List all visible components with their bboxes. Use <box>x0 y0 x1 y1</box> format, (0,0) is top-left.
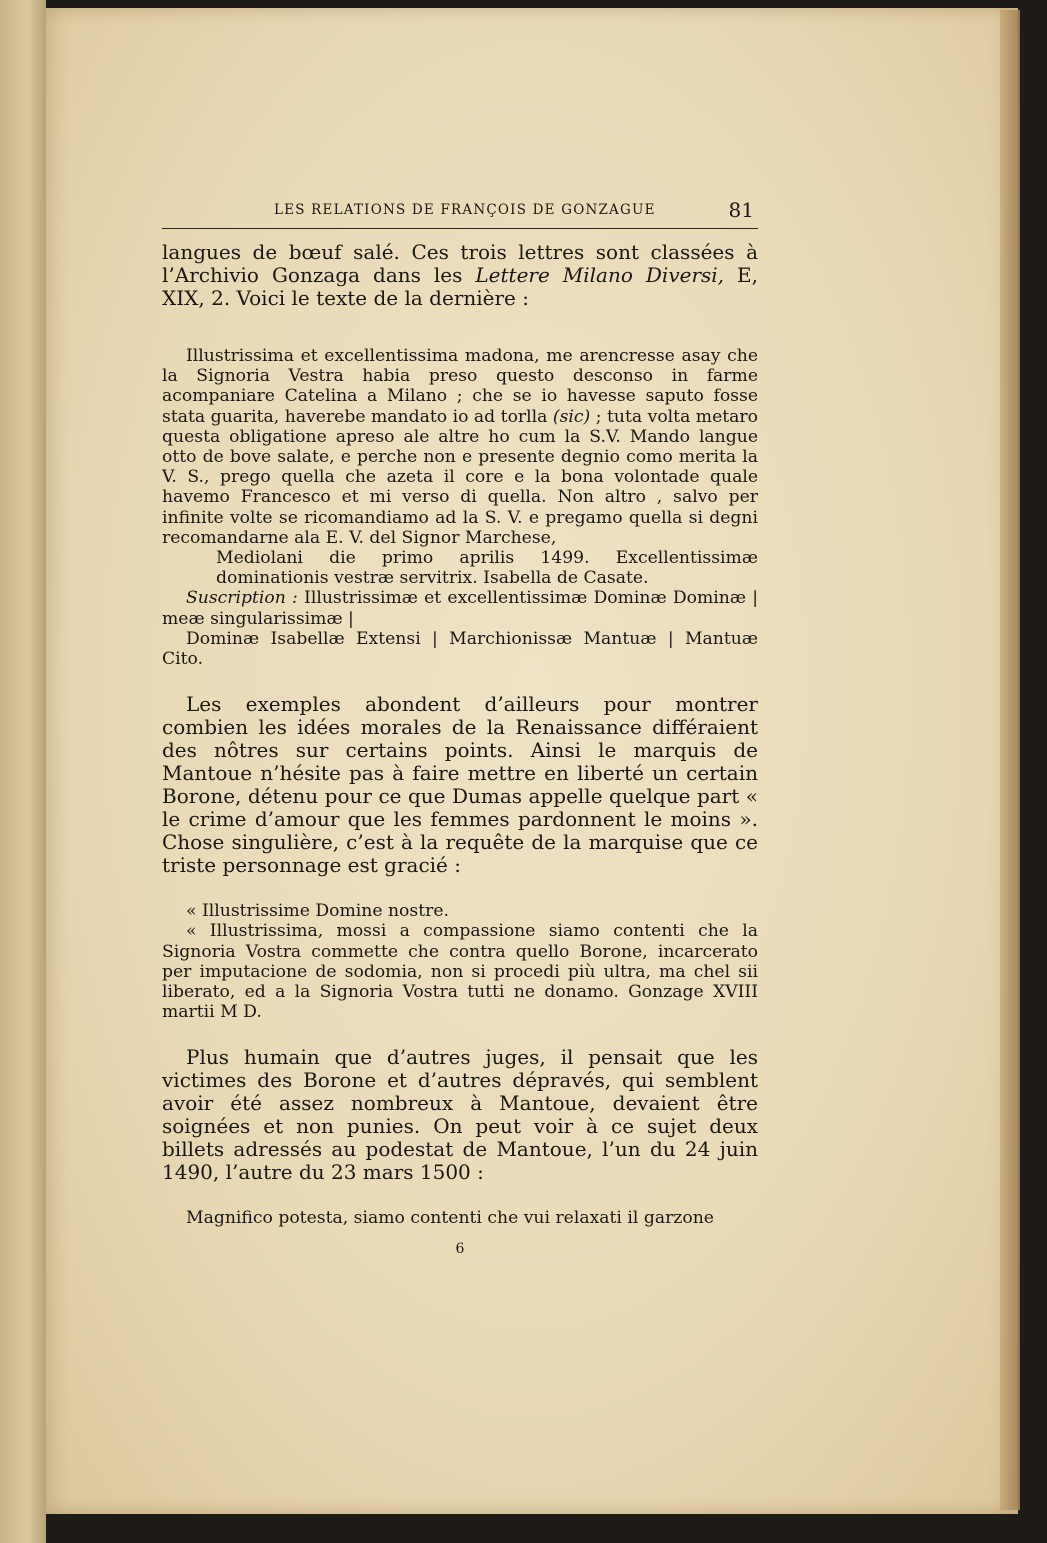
letter-1-address: Dominæ Isabellæ Extensi | Marchionissæ Mantuæ | Mantuæ Cito. <box>162 628 758 670</box>
paragraph-3: Plus humain que d’autres juges, il pensait que les victimes des Borone et d’autres dépravés, qui semblent avoir été assez nombreux à Mantoue, devaient être soignées et non punies. On peut voir à ce sujet deux billets adressés au podestat de Mantoue, l’un du 24 juin 1490, l’autre du 23 mars 1500 : <box>162 1045 758 1185</box>
page-fore-edge <box>1000 10 1020 1510</box>
letter-1-suscription: Suscription : Illustrissimæ et excellentissimæ Dominæ Dominæ | meæ singularissimæ | <box>162 588 758 629</box>
signature-mark: 6 <box>455 1240 465 1257</box>
left-page-edge <box>0 0 46 1543</box>
running-head <box>162 196 758 229</box>
letter-3-opening: Magnifico potesta, siamo contenti che vui relaxati il garzone <box>186 1208 714 1229</box>
paragraph-1: langues de bœuf salé. Ces trois lettres sont classées à l’Archivio Gonzaga dans les Lettere Milano Diversi, E, XIX, 2. Voici le texte de la dernière : <box>162 240 758 310</box>
suscription-label: Suscription : <box>186 588 298 609</box>
quoted-letter-2 <box>162 901 758 1022</box>
italic-title: Lettere Milano Diversi, <box>475 263 725 287</box>
letter-2-salutation: « Illustrissime Domine nostre. <box>186 901 449 922</box>
letter-1-body: Illustrissima et excellentissima madona, me arencresse asay che la Signoria Vestra habia preso questo desconso in farme acompaniare Catelina a Milano ; che se io havesse saputo fosse stata guarita, haverebe mandato io ad torlla (sic) ; tuta volta metaro questa obligatione apreso ale altre ho cum la S.V. Mando langue otto de bove salate, e perche non e presente degnio como merita la V. S., prego quella che azeta il core e la bona volontade quale havemo Francesco et mi verso di quella. Non altro , salvo per infinite volte se ricomandiamo ad la S. V. e pregamo quella si degni recomandarne ala E. V. del Signor Marchese, <box>162 346 758 548</box>
paragraph-2: Les exemples abondent d’ailleurs pour montrer combien les idées morales de la Renaissance différaient des nôtres sur certains points. Ainsi le marquis de Mantoue n’hésite pas à faire mettre en liberté un certain Borone, détenu pour ce que Dumas appelle quelque part « le crime d’amour que les femmes pardonnent le moins ». Chose singulière, c’est à la requête de la marquise que ce triste personnage est gracié : <box>162 692 758 878</box>
page-number: 81 <box>728 198 754 222</box>
sic-note: (sic) <box>552 406 591 427</box>
quoted-letter-1 <box>162 346 758 669</box>
letter-2-body: « Illustrissima, mossi a compassione siamo contenti che la Signoria Vostra commette che contra quello Borone, incarcerato per imputacione de sodomia, non si procedi più ultra, ma chel sii liberato, ed a la Signoria Vostra tutti ne donamo. Gonzage XVIII martii M D. <box>162 921 758 1023</box>
text-block <box>162 196 758 1257</box>
letter-1-signature: Mediolani die primo aprilis 1499. Excellentissimæ dominationis vestræ servitrix. Isabella de Casate. <box>216 548 758 589</box>
running-title: LES RELATIONS DE FRANÇOIS DE GONZAGUE <box>274 202 656 218</box>
